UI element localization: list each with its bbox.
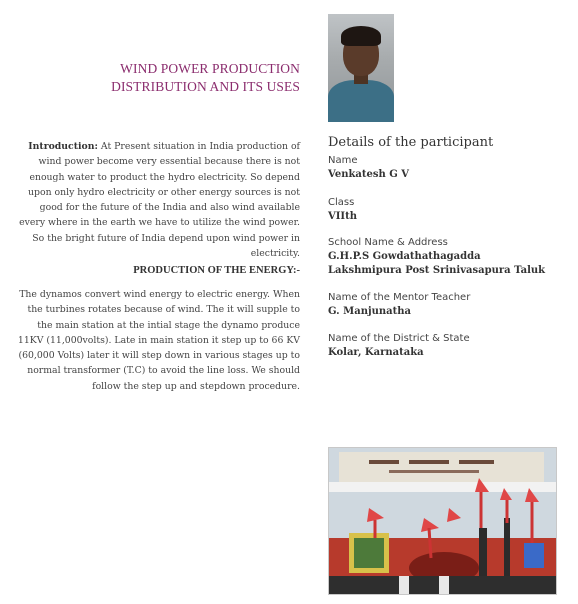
field-school — [328, 236, 545, 278]
production-heading: PRODUCTION OF THE ENERGY:- — [133, 265, 300, 276]
article-title — [60, 60, 300, 96]
mentor-value: G. Manjunatha — [328, 306, 411, 317]
school-value-1: G.H.P.S Gowdathathagadda — [328, 251, 481, 262]
school-value-2: Lakshmipura Post Srinivasapura Taluk — [328, 265, 546, 276]
district-value: Kolar, Karnataka — [328, 347, 424, 358]
field-class — [328, 196, 357, 224]
field-district — [328, 332, 470, 360]
field-mentor — [328, 291, 470, 319]
production-paragraph: The dynamos convert wind energy to electric energy. When the turbines rotates because of wind. The it will supple to the main station at the intial stage the dynamo produce 11KV (11,000volts). Late in main station it step up to 66 KV (60,000 Volts) later it will step down in various stages up to normal transformer (T.C) to avoid the line loss. We should follow the step up and stepdown procedure. — [17, 289, 300, 392]
title-line-2: DISTRIBUTION AND ITS USES — [111, 79, 300, 94]
class-label: Class — [328, 197, 355, 208]
mentor-label: Name of the Mentor Teacher — [328, 292, 471, 303]
district-label: Name of the District & State — [328, 333, 470, 344]
field-name — [328, 154, 409, 182]
name-label: Name — [328, 155, 358, 166]
introduction-paragraph — [14, 139, 300, 261]
details-heading: Details of the participant — [328, 135, 494, 150]
class-value: VIIth — [328, 211, 358, 222]
introduction-text: At Present situation in India production of wind power become very essential because there is not enough water to product the hydro electricity. So depend upon only hydro electricity or other energy sources is not good for the future of the India and also wind available every where in the earth we have to utilize the wind power. So the bright future of India depend upon wind power in electricity. — [19, 141, 300, 260]
title-line-1: WIND POWER PRODUCTION — [120, 61, 300, 76]
participant-photo — [328, 14, 394, 122]
project-model-photo — [328, 447, 557, 595]
school-label: School Name & Address — [328, 237, 448, 248]
name-value: Venkatesh G V — [328, 169, 410, 180]
introduction-lead: Introduction: — [28, 141, 98, 152]
